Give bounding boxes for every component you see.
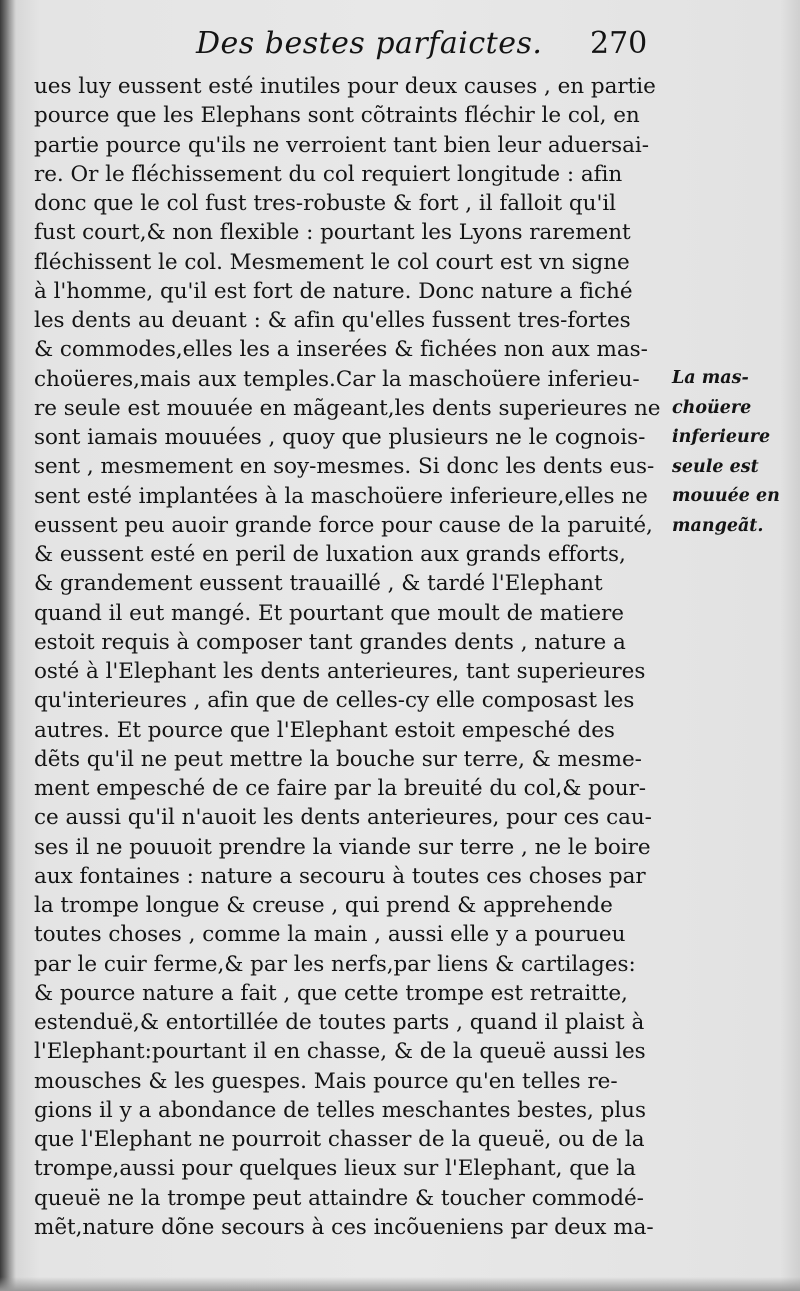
text-line: autres. Et pource que l'Elephant estoit empesché des	[34, 717, 615, 743]
text-line: & pource nature a fait , que cette trompe est retraitte,	[34, 980, 628, 1006]
marginal-note	[672, 364, 798, 541]
text-line: sont iamais mouuées , quoy que plusieurs ne le cognois-	[34, 425, 646, 450]
text-line: la trompe longue & creuse , qui prend & apprehende	[34, 893, 613, 918]
text-line: à l'homme, qu'il est fort de nature. Donc nature a fiché	[34, 278, 633, 304]
text-line: estenduë,& entortillée de toutes parts , quand il plaist à	[34, 1010, 645, 1035]
text-line: sent esté implantées à la maschoüere inferieure,elles ne	[34, 483, 648, 509]
marginal-note-line: mangeãt.	[672, 515, 764, 536]
text-line: osté à l'Elephant les dents anterieures, tant superieures	[34, 659, 646, 684]
text-line: pource que les Elephans sont cõtraints fléchir le col, en	[34, 103, 640, 129]
text-line: mousches & les guespes. Mais pource qu'en telles re-	[34, 1068, 618, 1094]
marginal-note-line: choüere	[672, 397, 752, 418]
text-line: toutes choses , comme la main , aussi elle y a pourueu	[34, 922, 626, 948]
text-line: sent , mesmement en soy-mesmes. Si donc les dents eus-	[34, 454, 655, 480]
gutter-shadow	[0, 0, 16, 1291]
marginal-note-line: seule est	[672, 456, 759, 477]
text-line: ses il ne pouuoit prendre la viande sur terre , ne le boire	[34, 834, 651, 860]
text-line: eussent peu auoir grande force pour cause de la paruité,	[34, 512, 653, 538]
text-line: par le cuir ferme,& par les nerfs,par liens & cartilages:	[34, 951, 636, 977]
text-line: fléchissent le col. Mesmement le col court est vn signe	[34, 249, 630, 275]
text-line: ce aussi qu'il n'auoit les dents anterieures, pour ces cau-	[34, 805, 652, 831]
page-edge-shadow	[0, 1277, 800, 1291]
text-line: partie pource qu'ils ne verroient tant bien leur aduersai-	[34, 132, 650, 158]
text-line: l'Elephant:pourtant il en chasse, & de la queuë aussi les	[34, 1039, 646, 1065]
text-line: les dents au deuant : & afin qu'elles fussent tres-fortes	[34, 308, 631, 333]
text-line: quand il eut mangé. Et pourtant que moult de matiere	[34, 600, 624, 626]
text-line: ues luy eussent esté inutiles pour deux causes , en partie	[34, 74, 656, 99]
text-line: & grandement eussent trauaillé , & tardé l'Elephant	[34, 571, 603, 597]
marginal-note-line: mouuée en	[672, 486, 780, 506]
text-line: aux fontaines : nature a secouru à toutes ces choses par	[34, 863, 646, 889]
text-line: fust court,& non flexible : pourtant les Lyons rarement	[34, 220, 631, 246]
text-line: ment empesché de ce faire par la breuité du col,& pour-	[34, 776, 647, 801]
text-line: qu'interieures , afin que de celles-cy elle composast les	[34, 688, 635, 714]
text-line: trompe,aussi pour quelques lieux sur l'Elephant, que la	[34, 1156, 636, 1182]
text-line: & eussent esté en peril de luxation aux grands efforts,	[34, 542, 626, 567]
text-line: donc que le col fust tres-robuste & fort , il falloit qu'il	[34, 191, 617, 216]
page-number: 270	[590, 26, 648, 61]
text-line: queuë ne la trompe peut attaindre & toucher commodé-	[34, 1185, 644, 1211]
text-line: que l'Elephant ne pourroit chasser de la queuë, ou de la	[34, 1127, 645, 1152]
text-line: gions il y a abondance de telles meschantes bestes, plus	[34, 1097, 646, 1123]
text-line: estoit requis à composer tant grandes dents , nature a	[34, 629, 626, 655]
text-line: re. Or le fléchissement du col requiert longitude : afin	[34, 161, 623, 187]
text-line: mẽt,nature dõne secours à ces incõueniens par deux ma-	[34, 1214, 654, 1240]
text-line: re seule est mouuée en mãgeant,les dents superieures ne	[34, 395, 661, 421]
text-line: dẽts qu'il ne peut mettre la bouche sur terre, & mesme-	[34, 746, 642, 772]
running-head: Des bestes parfaictes.	[196, 26, 543, 61]
marginal-note-line: La mas-	[672, 368, 749, 388]
text-line: & commodes,elles les a inserées & fichées non aux mas-	[34, 337, 648, 363]
body-text	[34, 72, 674, 1242]
marginal-note-line: inferieure	[672, 427, 771, 447]
text-line: choüeres,mais aux temples.Car la maschoüere inferieu-	[34, 366, 640, 392]
